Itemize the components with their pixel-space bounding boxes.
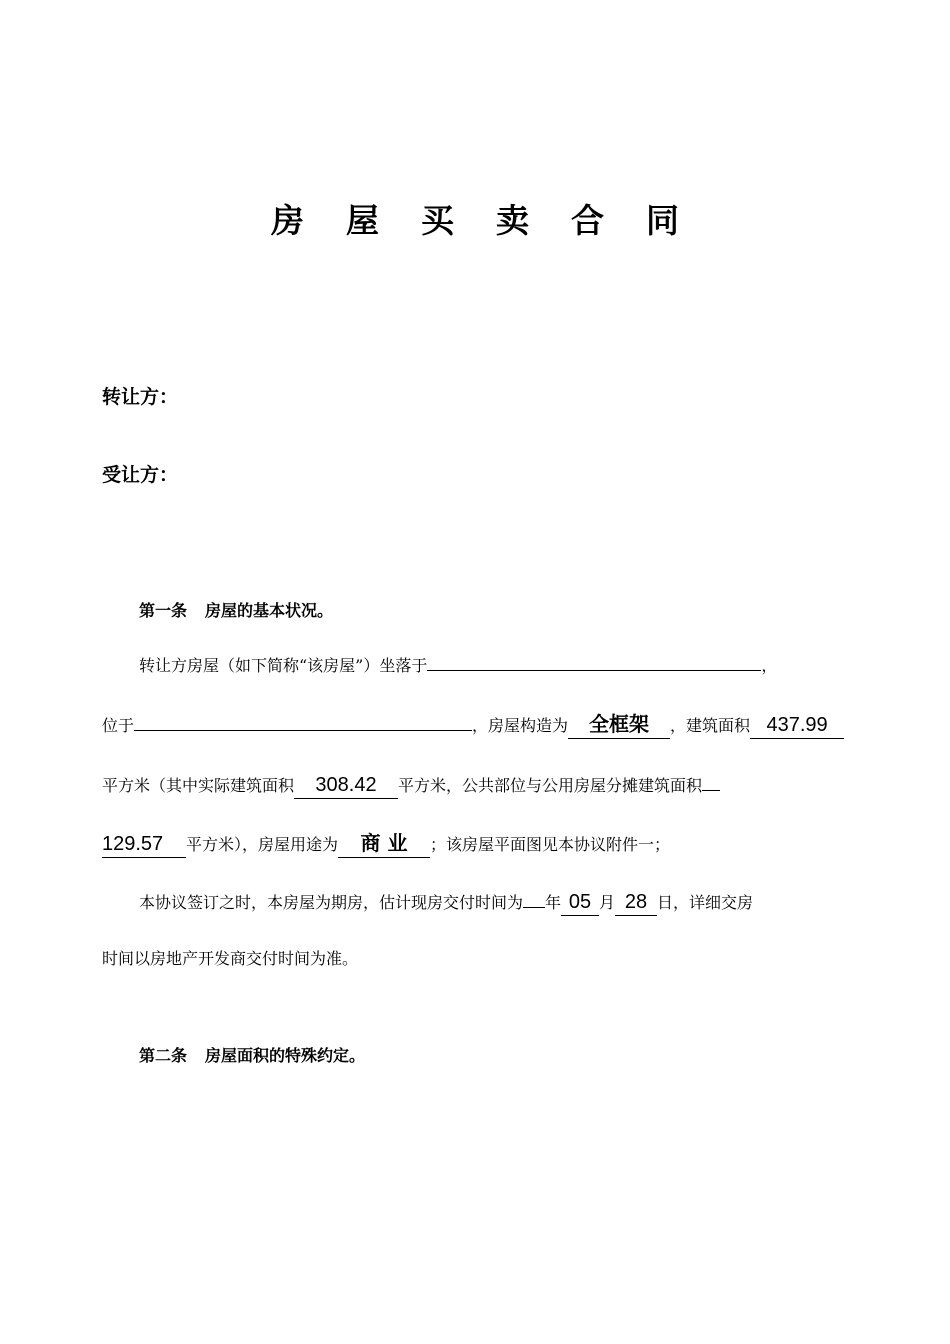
month-label: 月	[599, 893, 616, 912]
article-1-heading	[139, 599, 333, 623]
transferee-label: 受让方：	[102, 464, 179, 486]
article-2-heading	[139, 1044, 365, 1068]
article-1-line-4	[102, 831, 670, 858]
location-prefix: 转让方房屋（如下简称“该房屋”）坐落于	[139, 656, 428, 675]
delivery-suffix: 日，详细交房	[657, 893, 754, 912]
article-1-line-1	[139, 652, 777, 678]
total-area-label: ，建筑面积	[670, 716, 751, 735]
article-1-number: 第一条	[139, 601, 188, 620]
article-1-line-5	[139, 889, 753, 916]
usage-label: 平方米），房屋用途为	[186, 835, 339, 854]
delivery-label: 本协议签订之时，本房屋为期房，估计现房交付时间为	[139, 893, 524, 912]
floor-plan-note: ；该房屋平面图见本协议附件一；	[430, 835, 671, 854]
shared-area-blank-start	[702, 772, 720, 791]
day-field	[615, 890, 657, 916]
structure-field	[568, 712, 670, 739]
document-title: 房屋买卖合同	[271, 201, 721, 240]
shared-area-label: 平方米，公共部位与公用房屋分摊建筑面积	[398, 776, 703, 795]
transferor-label: 转让方：	[102, 386, 179, 408]
article-1-title: 房屋的基本状况。	[205, 601, 334, 620]
article-2-title: 房屋面积的特殊约定。	[205, 1046, 366, 1065]
article-1-line-2	[102, 712, 844, 739]
month-value: 05	[568, 891, 592, 913]
actual-area-label: 平方米（其中实际建筑面积	[102, 776, 295, 795]
structure-value: 全框架	[589, 712, 650, 736]
shared-area-value: 129.57	[102, 833, 164, 855]
month-field	[561, 890, 599, 916]
total-area-value: 437.99	[766, 714, 828, 736]
location-suffix: ，	[761, 656, 778, 675]
article-1-line-6: 时间以房地产开发商交付时间为准。	[102, 949, 359, 968]
shared-area-field	[102, 832, 186, 858]
year-label: 年	[545, 893, 562, 912]
usage-field	[338, 831, 430, 858]
structure-label: ，房屋构造为	[472, 716, 569, 735]
total-area-field	[750, 713, 844, 739]
article-1-line-3	[102, 772, 720, 799]
day-value: 28	[624, 891, 648, 913]
position-blank	[134, 712, 472, 731]
article-2-number: 第二条	[139, 1046, 188, 1065]
usage-value: 商 业	[360, 831, 408, 855]
position-prefix: 位于	[102, 716, 135, 735]
location-blank	[427, 652, 761, 671]
year-blank	[523, 889, 545, 908]
actual-area-value: 308.42	[315, 774, 377, 796]
actual-area-field	[294, 773, 398, 799]
